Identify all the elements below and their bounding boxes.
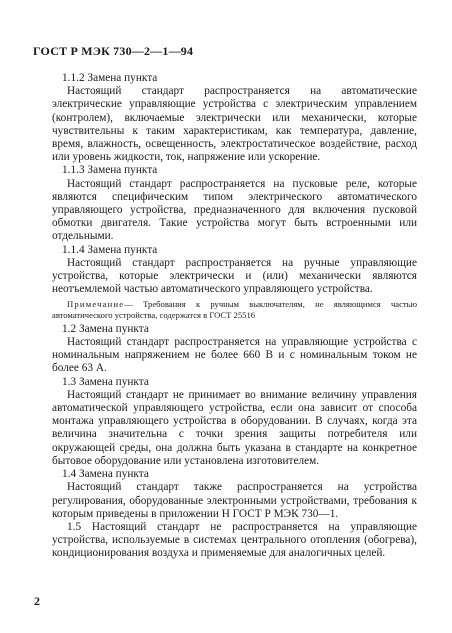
note-text: — Требования к ручным выключателям, не являющимся частью автоматического устройства, содержатся в ГОСТ 25516 [52, 299, 417, 320]
section-1-1-3-heading: 1.1.3 Замена пункта [62, 164, 158, 177]
section-1-4-text: Настоящий стандарт также распространяется на устройства регулирования, оборудованные электронными устройствами, требования к которым приведены в приложении Н ГОСТ Р МЭК 730—1. [52, 481, 417, 520]
section-1-1-4-heading: 1.1.4 Замена пункта [62, 243, 158, 256]
section-1-3-heading: 1.3 Замена пункта [62, 375, 149, 388]
page-number: 2 [34, 594, 40, 608]
section-1-2-text: Настоящий стандарт распространяется на управляющие устройства с номинальным напряжением не более 660 В и с номинальным током не более 63 А. [52, 336, 417, 375]
note-paragraph [52, 299, 417, 319]
section-1-1-2-heading: 1.1.2 Замена пункта [62, 72, 158, 84]
section-1-1-3-text: Настоящий стандарт распространяется на пусковые реле, которые являются специфическим типом электрического автоматического управляющего устройства, предназначенного для включения пусковой обмотки двигателя. Такие устройства могут быть встроенными или отдельными. [52, 177, 417, 243]
section-1-1-2-text: Настоящий стандарт распространяется на автоматические электрические управляющие устройства с электрическим управлением (контролем), включаемые электрически или механически, которые чувствительны к таким характеристикам, как температура, давление, время, влажность, освещенность, электростатическое воздействие, расход или уровень жидкости, ток, напряжение или ускорение. [52, 85, 417, 164]
section-1-3-text: Настоящий стандарт не принимает во внимание величину управления автоматической управляющего устройства, если она зависит от способа монтажа управляющего устройства в оборудовании. В случаях, когда эта величина значительна с точки зрения защиты потребителя или окружающей среды, она должна быть указана в стандарте на конкретное бытовое оборудование или установлена изготовителем. [52, 388, 417, 467]
note-label: Примечание [67, 299, 125, 310]
section-1-4-heading: 1.4 Замена пункта [62, 468, 149, 481]
page-header-title: ГОСТ Р МЭК 730—2—1—94 [33, 44, 194, 58]
section-1-5-text: 1.5 Настоящий стандарт не распространяется на управляющие устройства, используемые в системах центрального отопления (обогрева), кондиционирования воздуха и применяемые для аналогичных целей. [52, 520, 417, 560]
section-1-1-4-text: Настоящий стандарт распространяется на ручные управляющие устройства, которые электрически и (или) механически являются неотъемлемой частью автоматического управляющего устройства. [52, 256, 417, 296]
document-body [52, 72, 417, 561]
section-1-2-heading: 1.2 Замена пункта [62, 322, 149, 335]
